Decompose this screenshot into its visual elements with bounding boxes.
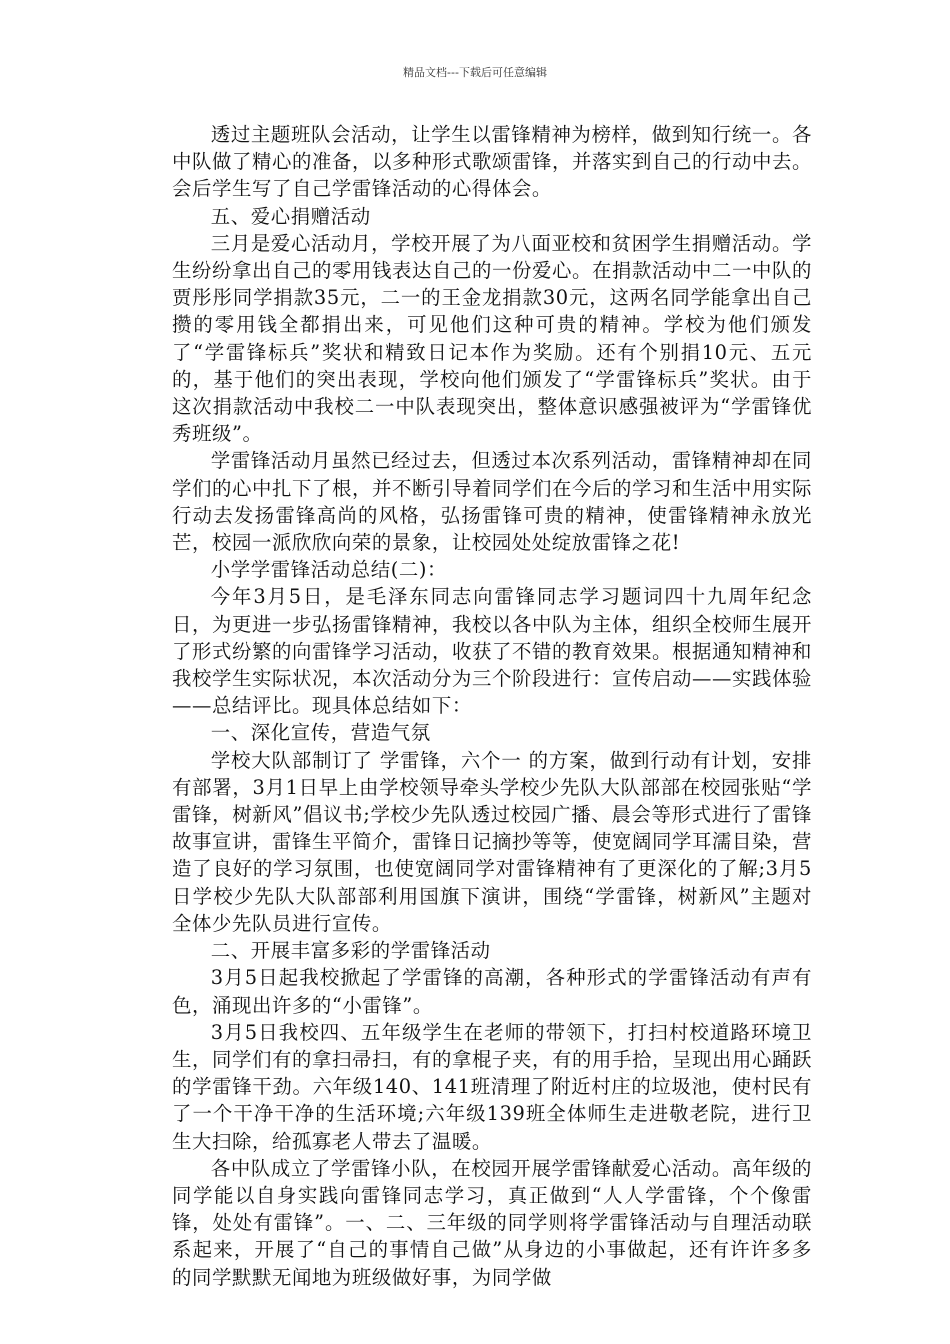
paragraph: 学雷锋活动月虽然已经过去，但透过本次系列活动，雷锋精神却在同学们的心中扎下了根，并不断引导着同学们在今后的学习和生活中用实际行动去发扬雷锋高尚的风格，弘扬雷锋可贵的精神，使雷锋精神永放光芒，校园一派欣欣向荣的景象，让校园处处绽放雷锋之花! [172, 449, 812, 555]
section-heading: 一、深化宣传，营造气氛 [210, 721, 431, 745]
page-header: 精品文档---下载后可任意编辑 [403, 66, 547, 79]
document-body [172, 121, 812, 1291]
paragraph: 今年3月5日，是毛泽东同志向雷锋同志学习题词四十九周年纪念日，为更进一步弘扬雷锋精神，我校以各中队为主体，组织全校师生展开了形式纷繁的向雷锋学习活动，收获了不错的教育效果。根据通知精神和我校学生实际状况，本次活动分为三个阶段进行：宣传启动——实践体验——总结评比。现具体总结如下： [172, 585, 812, 718]
section-heading: 小学学雷锋活动总结(二)： [210, 558, 448, 582]
section-heading: 五、爱心捐赠活动 [210, 204, 371, 228]
paragraph: 3月5日我校四、五年级学生在老师的带领下，打扫村校道路环境卫生，同学们有的拿扫帚扫，有的拿棍子夹，有的用手拾，呈现出用心踊跃的学雷锋干劲。六年级140、141班清理了附近村庄的垃圾池，使村民有了一个干净干净的生活环境;六年级139班全体师生走进敬老院，进行卫生大扫除，给孤寡老人带去了温暖。 [172, 1020, 812, 1153]
section-heading: 二、开展丰富多彩的学雷锋活动 [210, 939, 491, 963]
paragraph: 3月5日起我校掀起了学雷锋的高潮，各种形式的学雷锋活动有声有色，涌现出许多的“小雷锋”。 [172, 966, 812, 1017]
paragraph: 透过主题班队会活动，让学生以雷锋精神为榜样，做到知行统一。各中队做了精心的准备，以多种形式歌颂雷锋，并落实到自己的行动中去。会后学生写了自己学雷锋活动的心得体会。 [172, 123, 812, 201]
paragraph: 各中队成立了学雷锋小队，在校园开展学雷锋献爱心活动。高年级的同学能以自身实践向雷锋同志学习，真正做到“人人学雷锋，个个像雷锋，处处有雷锋”。一、二、三年级的同学则将学雷锋活动与自理活动联系起来，开展了“自己的事情自己做”从身边的小事做起，还有许许多多的同学默默无闻地为班级做好事，为同学做 [172, 1156, 812, 1289]
paragraph: 三月是爱心活动月，学校开展了为八面亚校和贫困学生捐赠活动。学生纷纷拿出自己的零用钱表达自己的一份爱心。在捐款活动中二一中队的贾彤彤同学捐款35元，二一的王金龙捐款30元，这两名同学能拿出自己攒的零用钱全都捐出来，可见他们这种可贵的精神。学校为他们颁发了“学雷锋标兵”奖状和精致日记本作为奖励。还有个别捐10元、五元的，基于他们的突出表现，学校向他们颁发了“学雷锋标兵”奖状。由于这次捐款活动中我校二一中队表现突出，整体意识感强被评为“学雷锋优秀班级”。 [172, 231, 812, 446]
paragraph: 学校大队部制订了 学雷锋，六个一 的方案，做到行动有计划，安排有部署，3月1日早上由学校领导牵头学校少先队大队部部在校园张贴“学雷锋，树新风”倡议书;学校少先队透过校园广播、晨会等形式进行了雷锋故事宣讲，雷锋生平简介，雷锋日记摘抄等等，使宽阔同学耳濡目染，营造了良好的学习氛围，也使宽阔同学对雷锋精神有了更深化的了解;3月5日学校少先队大队部部利用国旗下演讲，围绕“学雷锋，树新风”主题对全体少先队员进行宣传。 [172, 748, 812, 935]
